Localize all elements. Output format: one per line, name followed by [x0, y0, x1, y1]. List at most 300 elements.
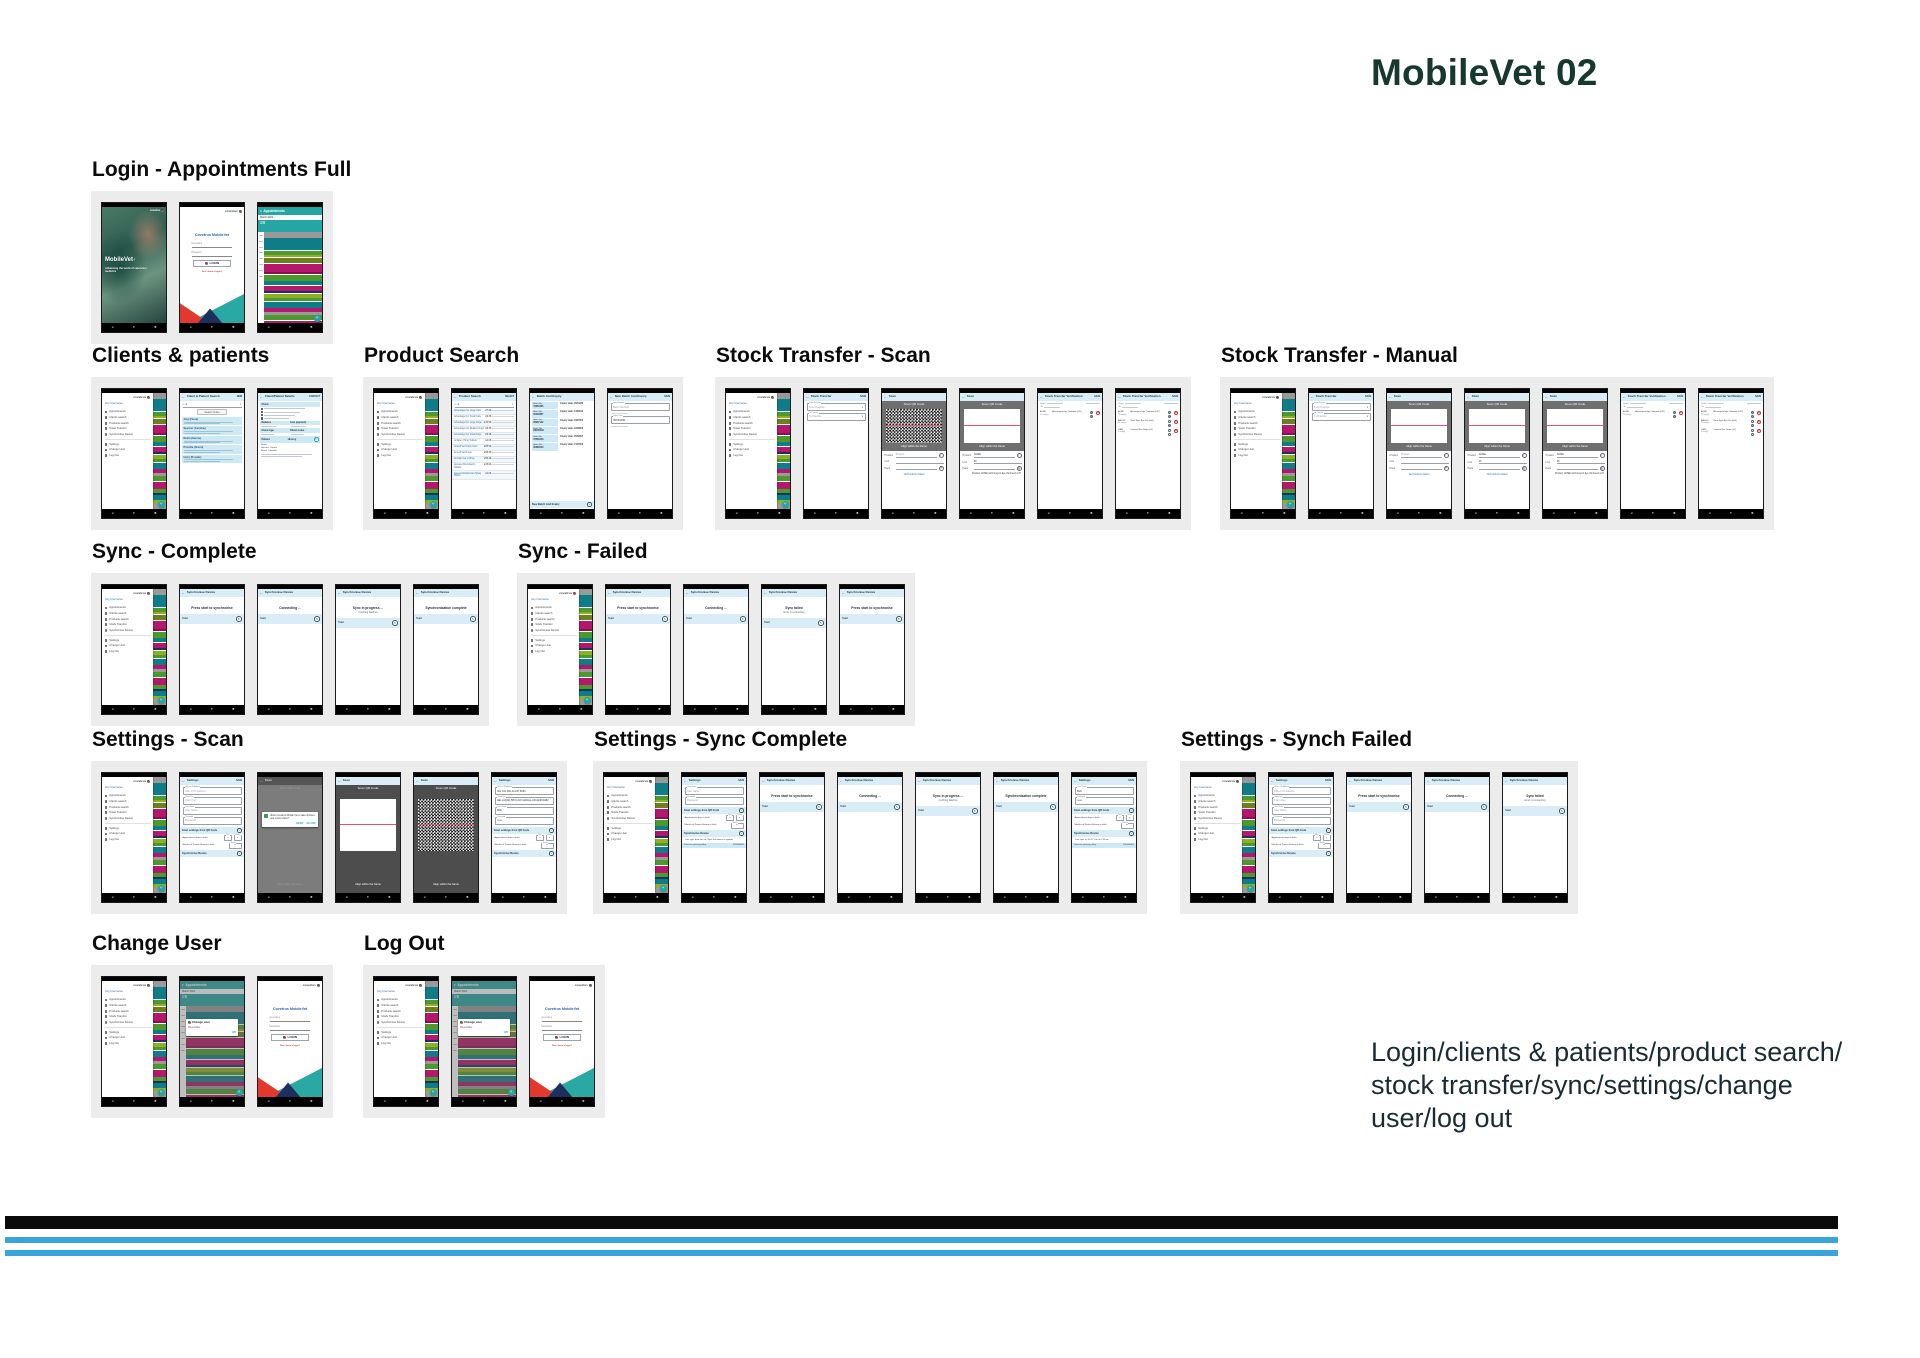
menu-item-log-out[interactable] [105, 453, 152, 459]
recents-nav-icon[interactable]: ■ [1555, 894, 1558, 899]
home-nav-icon[interactable]: ● [868, 894, 871, 899]
past-days-box[interactable] [224, 835, 232, 841]
search-icon[interactable]: ⌕ [1601, 453, 1603, 457]
back-nav-icon[interactable]: ◂ [891, 510, 894, 515]
header-action-contact[interactable]: CONTACT [309, 395, 321, 398]
home-nav-icon[interactable]: ● [756, 510, 759, 515]
recents-nav-icon[interactable]: ■ [504, 510, 507, 515]
form-value[interactable]: Product [1401, 453, 1443, 457]
sync-icon[interactable]: ↻ [817, 805, 821, 810]
decrement-icon[interactable]: ▼ [1090, 415, 1093, 418]
home-nav-icon[interactable]: ● [990, 510, 993, 515]
ok-button[interactable]: OK [504, 1030, 509, 1034]
form-value[interactable]: 25 [974, 460, 1022, 464]
decrement-icon[interactable]: ▼ [1751, 415, 1754, 418]
header-action-save[interactable]: SAVE [1755, 395, 1762, 398]
decrement-icon[interactable]: ▼ [1168, 424, 1171, 427]
months-box[interactable] [229, 843, 242, 849]
synchronise-device-row[interactable] [1269, 850, 1333, 857]
back-icon[interactable]: ← [337, 778, 342, 783]
decrement-icon[interactable]: ▼ [1168, 433, 1171, 436]
add-fab-button[interactable]: + [158, 501, 165, 508]
recents-nav-icon[interactable]: ■ [656, 894, 659, 899]
search-icon[interactable]: ⌕ [1523, 453, 1525, 457]
search-icon[interactable]: ⌕ [940, 453, 942, 457]
home-nav-icon[interactable]: ● [638, 510, 641, 515]
menu-item-synchronise-device[interactable] [729, 432, 776, 438]
home-nav-icon[interactable]: ● [1417, 510, 1420, 515]
login-button[interactable] [271, 1034, 308, 1041]
increment-icon[interactable]: ▲ [1751, 420, 1754, 423]
recents-nav-icon[interactable]: ■ [466, 706, 469, 711]
batch-row[interactable] [532, 443, 592, 450]
remove-icon[interactable]: ⊗ [1757, 419, 1760, 424]
field-expiry-date[interactable] [611, 416, 670, 424]
chevron-right-icon[interactable]: › [239, 828, 241, 832]
client-result-card[interactable] [182, 417, 242, 425]
menu-item-synchronise-device[interactable] [105, 628, 152, 634]
home-nav-icon[interactable]: ● [482, 510, 485, 515]
recents-nav-icon[interactable]: ■ [582, 1098, 585, 1103]
home-nav-icon[interactable]: ● [132, 894, 135, 899]
clear-icon[interactable]: × [239, 401, 242, 406]
back-icon[interactable]: ← [531, 394, 536, 399]
back-icon[interactable]: ← [1310, 394, 1315, 399]
back-icon[interactable]: ← [259, 590, 264, 595]
back-nav-icon[interactable]: ◂ [267, 510, 270, 515]
increment-icon[interactable]: ▲ [1090, 411, 1093, 414]
home-nav-icon[interactable]: ● [636, 706, 639, 711]
chevron-right-icon[interactable]: › [1328, 851, 1330, 855]
sync-icon[interactable]: ↻ [471, 617, 475, 622]
scan-settings-row[interactable] [1269, 827, 1333, 834]
batch-row[interactable] [532, 419, 592, 426]
back-nav-icon[interactable]: ◂ [613, 894, 616, 899]
home-nav-icon[interactable]: ● [870, 706, 873, 711]
chevron-right-icon[interactable]: › [1131, 808, 1133, 812]
back-icon[interactable]: ← [1270, 778, 1275, 783]
settings-field-client-key[interactable] [495, 797, 554, 805]
home-nav-icon[interactable]: ● [404, 1098, 407, 1103]
password-field[interactable]: Password [542, 1026, 583, 1031]
back-nav-icon[interactable]: ◂ [267, 1098, 270, 1103]
home-nav-icon[interactable]: ● [366, 894, 369, 899]
recents-nav-icon[interactable]: ■ [426, 510, 429, 515]
settings-field-password[interactable] [495, 817, 554, 825]
increment-icon[interactable]: ▲ [1673, 411, 1676, 414]
home-nav-icon[interactable]: ● [210, 894, 213, 899]
back-icon[interactable]: ← [1117, 394, 1122, 399]
back-nav-icon[interactable]: ◂ [539, 1098, 542, 1103]
recents-nav-icon[interactable]: ■ [1243, 894, 1246, 899]
future-days-box[interactable] [1126, 815, 1134, 821]
back-nav-icon[interactable]: ◂ [735, 510, 738, 515]
add-fab-button[interactable]: + [660, 885, 667, 892]
past-days-box[interactable] [726, 815, 734, 821]
back-nav-icon[interactable]: ◂ [111, 1098, 114, 1103]
back-icon[interactable]: ← [839, 778, 844, 783]
recents-nav-icon[interactable]: ■ [856, 510, 859, 515]
back-icon[interactable]: ← [1426, 778, 1431, 783]
start-row[interactable] [1503, 806, 1567, 816]
back-nav-icon[interactable]: ◂ [189, 1098, 192, 1103]
home-nav-icon[interactable]: ● [132, 510, 135, 515]
home-nav-icon[interactable]: ● [946, 894, 949, 899]
add-fab-button[interactable]: + [782, 501, 789, 508]
home-nav-icon[interactable]: ● [1573, 510, 1576, 515]
decrement-icon[interactable]: ▼ [1751, 424, 1754, 427]
recents-nav-icon[interactable]: ■ [582, 510, 585, 515]
selected-day[interactable]: 26 [180, 994, 244, 1006]
remove-icon[interactable]: ⊗ [1757, 410, 1760, 415]
privacy-link[interactable]: View our privacy policy [1074, 843, 1097, 846]
ok-button[interactable]: OK [232, 1030, 237, 1034]
sync-icon[interactable]: ↻ [315, 617, 319, 622]
header-action-select[interactable]: SELECT [505, 395, 515, 398]
start-row[interactable] [258, 614, 322, 624]
past-days-box[interactable] [536, 835, 544, 841]
search-icon[interactable]: ⌕ [1445, 453, 1447, 457]
sync-icon[interactable]: ↻ [1051, 805, 1055, 810]
recents-nav-icon[interactable]: ■ [310, 324, 313, 329]
no-products-link[interactable]: No Products Added [1408, 472, 1430, 476]
add-fab-button[interactable]: + [314, 315, 321, 322]
header-action-save[interactable]: SAVE [1325, 779, 1332, 782]
sync-icon[interactable]: ↻ [663, 617, 667, 622]
deny-button[interactable]: DENY [296, 821, 304, 825]
chevron-right-icon[interactable]: › [551, 828, 553, 832]
synchronise-device-row[interactable] [492, 850, 556, 857]
recents-nav-icon[interactable]: ■ [466, 894, 469, 899]
back-nav-icon[interactable]: ◂ [345, 894, 348, 899]
chevron-right-icon[interactable]: › [551, 851, 553, 855]
past-days-box[interactable] [1116, 815, 1124, 821]
back-nav-icon[interactable]: ◂ [1081, 894, 1084, 899]
selected-day[interactable]: 26 [258, 220, 322, 232]
recents-nav-icon[interactable]: ■ [1595, 510, 1598, 515]
recents-nav-icon[interactable]: ■ [890, 894, 893, 899]
back-nav-icon[interactable]: ◂ [1278, 894, 1281, 899]
home-nav-icon[interactable]: ● [132, 324, 135, 329]
chevron-right-icon[interactable]: › [239, 851, 241, 855]
sync-icon[interactable]: ↻ [1404, 805, 1408, 810]
back-icon[interactable]: ← [181, 394, 186, 399]
recents-nav-icon[interactable]: ■ [1477, 894, 1480, 899]
back-nav-icon[interactable]: ◂ [847, 894, 850, 899]
product-search-input[interactable] [455, 403, 514, 409]
recents-nav-icon[interactable]: ■ [580, 706, 583, 711]
client-result-card[interactable] [182, 426, 242, 434]
increment-icon[interactable]: ▲ [1168, 429, 1171, 432]
settings-field-client-key[interactable] [183, 797, 242, 805]
back-nav-icon[interactable]: ◂ [267, 324, 270, 329]
settings-field-user-name[interactable] [183, 807, 242, 815]
home-nav-icon[interactable]: ● [522, 894, 525, 899]
recents-nav-icon[interactable]: ■ [544, 894, 547, 899]
start-row[interactable] [994, 802, 1058, 812]
back-nav-icon[interactable]: ◂ [111, 510, 114, 515]
sync-icon[interactable]: ↻ [897, 617, 901, 622]
form-value[interactable] [896, 460, 944, 464]
back-nav-icon[interactable]: ◂ [615, 706, 618, 711]
add-fab-button[interactable]: + [158, 885, 165, 892]
back-nav-icon[interactable]: ◂ [537, 706, 540, 711]
allow-button[interactable]: ALLOW [306, 821, 316, 825]
menu-item-log-out[interactable] [105, 649, 152, 655]
home-nav-icon[interactable]: ● [404, 510, 407, 515]
start-row[interactable] [838, 802, 902, 812]
scan-settings-row[interactable] [180, 827, 244, 834]
password-field[interactable]: Password [192, 252, 233, 257]
remove-icon[interactable]: ⊗ [1679, 410, 1682, 415]
form-value[interactable] [1557, 467, 1599, 471]
select-from-practice[interactable] [1312, 403, 1371, 411]
increment-icon[interactable]: ▲ [1751, 411, 1754, 414]
remove-icon[interactable]: ⊗ [1174, 410, 1177, 415]
menu-item-log-out[interactable] [105, 1041, 152, 1047]
home-nav-icon[interactable]: ● [560, 510, 563, 515]
home-nav-icon[interactable]: ● [366, 706, 369, 711]
recents-nav-icon[interactable]: ■ [154, 510, 157, 515]
recents-nav-icon[interactable]: ■ [154, 894, 157, 899]
settings-field-password[interactable] [685, 797, 744, 805]
recents-nav-icon[interactable]: ■ [1399, 894, 1402, 899]
form-value[interactable]: 25 [1557, 460, 1605, 464]
recents-nav-icon[interactable]: ■ [1168, 510, 1171, 515]
refresh-icon[interactable]: ↻ [315, 437, 318, 441]
add-fab-button[interactable]: + [1247, 885, 1254, 892]
home-nav-icon[interactable]: ● [834, 510, 837, 515]
add-fab-button[interactable]: + [1287, 501, 1294, 508]
settings-field-password[interactable] [1075, 797, 1134, 805]
home-nav-icon[interactable]: ● [1102, 894, 1105, 899]
remove-icon[interactable]: ⊗ [1174, 428, 1177, 433]
recents-nav-icon[interactable]: ■ [1517, 510, 1520, 515]
menu-item-synchronise-device[interactable] [105, 816, 152, 822]
back-nav-icon[interactable]: ◂ [1125, 510, 1128, 515]
login-button[interactable] [543, 1034, 580, 1041]
header-action-save[interactable]: SAVE [548, 779, 555, 782]
recents-nav-icon[interactable]: ■ [154, 324, 157, 329]
sync-icon[interactable]: ↻ [1482, 805, 1486, 810]
back-icon[interactable]: ← [607, 590, 612, 595]
sync-icon[interactable]: ↻ [1560, 808, 1564, 813]
header-action-save[interactable]: SAVE [1365, 395, 1372, 398]
home-nav-icon[interactable]: ● [132, 1098, 135, 1103]
select-to-practice[interactable] [807, 413, 866, 421]
chevron-right-icon[interactable]: › [741, 808, 743, 812]
recents-nav-icon[interactable]: ■ [1090, 510, 1093, 515]
home-nav-icon[interactable]: ● [132, 706, 135, 711]
remove-icon[interactable]: ⊗ [1174, 419, 1177, 424]
back-nav-icon[interactable]: ◂ [849, 706, 852, 711]
home-nav-icon[interactable]: ● [210, 706, 213, 711]
months-box[interactable] [731, 823, 744, 829]
start-row[interactable] [1425, 802, 1489, 812]
back-icon[interactable]: ← [259, 394, 264, 399]
back-icon[interactable]: ← [337, 590, 342, 595]
future-days-box[interactable] [736, 815, 744, 821]
client-result-card[interactable] [182, 445, 242, 453]
back-icon[interactable]: ← [1039, 394, 1044, 399]
back-nav-icon[interactable]: ◂ [461, 1098, 464, 1103]
no-login-link[interactable]: Don't have a login? [279, 1044, 301, 1047]
menu-item-synchronise-device[interactable] [105, 432, 152, 438]
back-nav-icon[interactable]: ◂ [691, 894, 694, 899]
menu-item-synchronise-device[interactable] [531, 628, 578, 634]
menu-item-log-out[interactable] [1234, 453, 1281, 459]
settings-field-user-name[interactable] [1272, 807, 1331, 815]
back-icon[interactable]: ← [685, 590, 690, 595]
start-row[interactable] [606, 614, 670, 624]
back-nav-icon[interactable]: ◂ [1356, 894, 1359, 899]
recents-nav-icon[interactable]: ■ [232, 894, 235, 899]
header-action-save[interactable]: SAVE [860, 395, 867, 398]
home-nav-icon[interactable]: ● [1455, 894, 1458, 899]
recents-nav-icon[interactable]: ■ [934, 510, 937, 515]
hamburger-icon[interactable]: ≡ [182, 983, 184, 987]
recents-nav-icon[interactable]: ■ [310, 510, 313, 515]
menu-item-synchronise-device[interactable] [1234, 432, 1281, 438]
back-nav-icon[interactable]: ◂ [925, 894, 928, 899]
home-nav-icon[interactable]: ● [1729, 510, 1732, 515]
home-nav-icon[interactable]: ● [288, 1098, 291, 1103]
add-fab-button[interactable]: + [430, 1089, 437, 1096]
chevron-right-icon[interactable]: › [1328, 828, 1330, 832]
back-nav-icon[interactable]: ◂ [111, 324, 114, 329]
start-row[interactable] [414, 614, 478, 624]
back-nav-icon[interactable]: ◂ [345, 706, 348, 711]
header-action-save[interactable]: SAVE [1128, 779, 1135, 782]
back-icon[interactable]: ← [805, 394, 810, 399]
form-value[interactable] [896, 466, 938, 470]
recents-nav-icon[interactable]: ■ [232, 324, 235, 329]
home-nav-icon[interactable]: ● [1261, 510, 1264, 515]
recents-nav-icon[interactable]: ■ [812, 894, 815, 899]
back-icon[interactable]: ← [917, 778, 922, 783]
form-value[interactable]: Product [896, 453, 938, 457]
back-nav-icon[interactable]: ◂ [1708, 510, 1711, 515]
select-to-practice[interactable] [1312, 413, 1371, 421]
hamburger-icon[interactable]: ≡ [454, 983, 456, 987]
menu-item-synchronise-device[interactable] [105, 1020, 152, 1026]
back-nav-icon[interactable]: ◂ [501, 894, 504, 899]
privacy-policy-row[interactable] [1072, 843, 1136, 848]
recents-nav-icon[interactable]: ■ [232, 510, 235, 515]
back-icon[interactable]: ← [761, 778, 766, 783]
back-nav-icon[interactable]: ◂ [189, 894, 192, 899]
add-fab-button[interactable]: + [430, 501, 437, 508]
recents-nav-icon[interactable]: ■ [1321, 894, 1324, 899]
home-nav-icon[interactable]: ● [288, 894, 291, 899]
back-nav-icon[interactable]: ◂ [383, 510, 386, 515]
back-nav-icon[interactable]: ◂ [1318, 510, 1321, 515]
back-nav-icon[interactable]: ◂ [1552, 510, 1555, 515]
back-icon[interactable]: ← [1388, 394, 1393, 399]
product-row[interactable] [452, 463, 516, 472]
add-fab-button[interactable]: + [236, 1089, 243, 1096]
back-nav-icon[interactable]: ◂ [539, 510, 542, 515]
recents-nav-icon[interactable]: ■ [504, 1098, 507, 1103]
future-days-box[interactable] [234, 835, 242, 841]
back-nav-icon[interactable]: ◂ [969, 510, 972, 515]
recents-nav-icon[interactable]: ■ [892, 706, 895, 711]
back-icon[interactable]: ← [1348, 778, 1353, 783]
back-icon[interactable]: ← [453, 394, 458, 399]
home-nav-icon[interactable]: ● [482, 1098, 485, 1103]
recents-nav-icon[interactable]: ■ [660, 510, 663, 515]
sync-icon[interactable]: ↻ [819, 620, 823, 625]
form-value[interactable]: 25 [1479, 460, 1527, 464]
no-login-link[interactable]: Don't have a login? [551, 1044, 573, 1047]
home-nav-icon[interactable]: ● [714, 706, 717, 711]
sync-icon[interactable]: ↻ [393, 620, 397, 625]
batch-row[interactable] [532, 410, 592, 417]
home-nav-icon[interactable]: ● [1533, 894, 1536, 899]
form-value[interactable]: ACME [974, 453, 1016, 457]
back-nav-icon[interactable]: ◂ [813, 510, 816, 515]
back-nav-icon[interactable]: ◂ [267, 894, 270, 899]
back-nav-icon[interactable]: ◂ [1474, 510, 1477, 515]
clear-icon[interactable]: × [511, 401, 514, 406]
future-days-box[interactable] [546, 835, 554, 841]
header-action-save[interactable]: SAVE [738, 779, 745, 782]
privacy-link[interactable]: View our privacy policy [684, 843, 707, 846]
menu-item-synchronise-device[interactable] [607, 816, 654, 822]
back-icon[interactable]: ← [841, 590, 846, 595]
remove-icon[interactable]: ⊗ [1096, 410, 1099, 415]
header-action-save[interactable]: SAVE [1094, 395, 1101, 398]
back-nav-icon[interactable]: ◂ [1200, 894, 1203, 899]
settings-field-client-key[interactable] [1272, 797, 1331, 805]
recents-nav-icon[interactable]: ■ [814, 706, 817, 711]
username-field[interactable]: Username [192, 243, 233, 248]
home-nav-icon[interactable]: ● [288, 706, 291, 711]
sync-icon[interactable]: ↻ [895, 805, 899, 810]
menu-item-log-out[interactable] [105, 837, 152, 843]
new-batch-row[interactable] [530, 501, 594, 508]
back-icon[interactable]: ← [1466, 394, 1471, 399]
start-row[interactable] [916, 806, 980, 816]
recents-nav-icon[interactable]: ■ [1283, 510, 1286, 515]
back-nav-icon[interactable]: ◂ [1512, 894, 1515, 899]
home-nav-icon[interactable]: ● [1339, 510, 1342, 515]
barcode-icon[interactable]: ▥ [1522, 466, 1526, 470]
back-icon[interactable]: ← [883, 394, 888, 399]
back-nav-icon[interactable]: ◂ [189, 510, 192, 515]
back-icon[interactable]: ← [683, 778, 688, 783]
settings-field-url-or-ip-address[interactable] [183, 787, 242, 795]
home-nav-icon[interactable]: ● [1146, 510, 1149, 515]
start-row[interactable] [1347, 802, 1411, 812]
recents-nav-icon[interactable]: ■ [154, 1098, 157, 1103]
settings-field-user-name[interactable] [495, 807, 554, 815]
header-action-save[interactable]: SAVE [1677, 395, 1684, 398]
back-nav-icon[interactable]: ◂ [267, 706, 270, 711]
home-nav-icon[interactable]: ● [444, 706, 447, 711]
remove-icon[interactable]: ⊗ [1757, 428, 1760, 433]
menu-item-log-out[interactable] [607, 837, 654, 843]
barcode-icon[interactable]: ▥ [1444, 466, 1448, 470]
recents-nav-icon[interactable]: ■ [1124, 894, 1127, 899]
menu-item-log-out[interactable] [377, 453, 424, 459]
header-action-save[interactable]: SAVE [1172, 395, 1179, 398]
field-batch-number[interactable] [611, 403, 670, 411]
months-box[interactable] [1318, 843, 1331, 849]
synchronise-device-row[interactable] [1072, 830, 1136, 837]
back-icon[interactable]: ← [1622, 394, 1627, 399]
chevron-right-icon[interactable]: › [741, 832, 743, 836]
